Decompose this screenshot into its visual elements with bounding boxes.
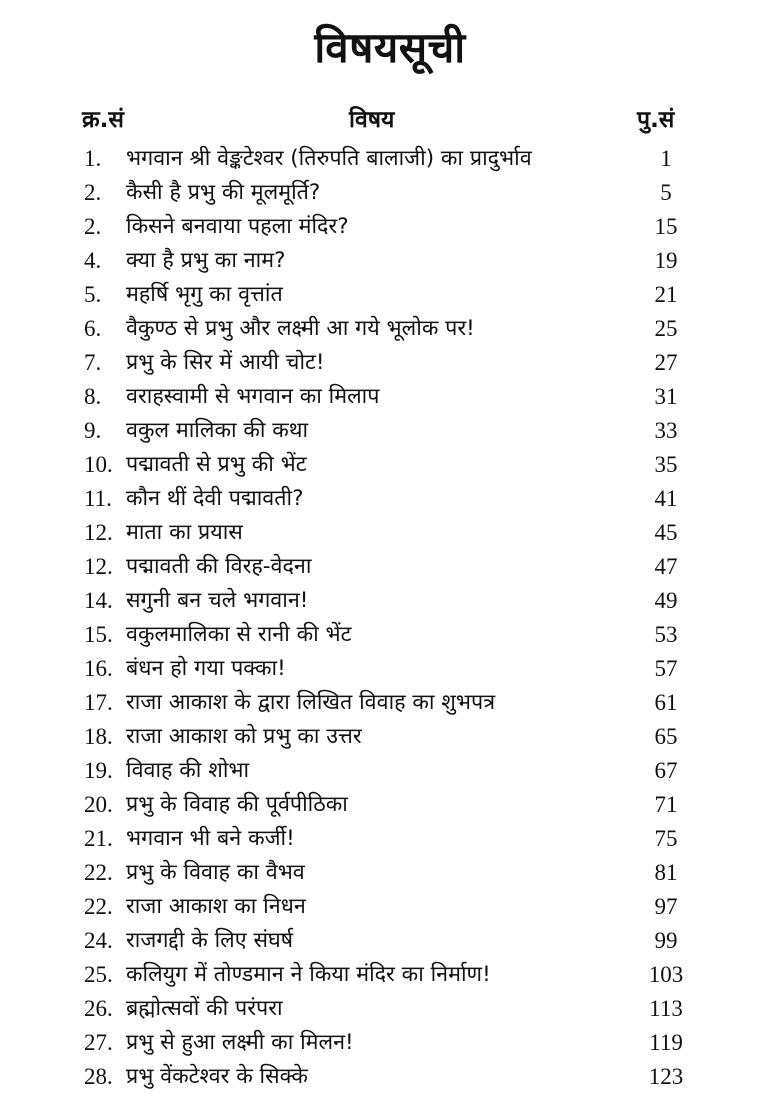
- entry-page-number: 123: [648, 1064, 684, 1089]
- entry-page-number: 19: [654, 248, 678, 273]
- entry-number: 28.: [84, 1064, 113, 1089]
- subject-header: विषय: [349, 107, 395, 133]
- entry-page-number: 61: [654, 690, 678, 715]
- entry-number: 9.: [84, 418, 102, 443]
- toc-entry: [0, 144, 780, 178]
- entry-number: 17.: [84, 690, 113, 715]
- entry-page-number: 81: [654, 860, 678, 885]
- entry-title: वकुलमालिका से रानी की भेंट: [126, 622, 352, 647]
- entry-title: राजगद्दी के लिए संघर्ष: [126, 928, 294, 953]
- entry-title: प्रभु वेंकटेश्वर के सिक्के: [126, 1064, 308, 1089]
- entry-page-number: 33: [654, 418, 678, 443]
- entry-page-number: 103: [648, 962, 684, 987]
- entry-title: प्रभु के विवाह की पूर्वपीठिका: [126, 792, 348, 817]
- toc-entry: [0, 858, 780, 892]
- entry-title: वैकुण्ठ से प्रभु और लक्ष्मी आ गये भूलोक पर!: [126, 316, 475, 341]
- entry-page-number: 27: [654, 350, 678, 375]
- toc-header-row: [0, 96, 780, 136]
- entry-number: 16.: [84, 656, 113, 681]
- entry-number: 2.: [84, 180, 102, 205]
- entry-number: 5.: [84, 282, 102, 307]
- entry-title: बंधन हो गया पक्का!: [126, 656, 286, 681]
- entry-number: 7.: [84, 350, 102, 375]
- toc-entry: [0, 450, 780, 484]
- entry-number: 4.: [84, 248, 102, 273]
- entry-page-number: 45: [654, 520, 678, 545]
- page-number-header: पु.सं: [637, 107, 675, 133]
- entry-title: माता का प्रयास: [126, 520, 243, 545]
- entry-title: भगवान भी बने कर्जी!: [126, 826, 295, 851]
- toc-entry: [0, 824, 780, 858]
- entry-number: 12.: [84, 554, 113, 579]
- toc-entry: [0, 722, 780, 756]
- entry-number: 11.: [84, 486, 112, 511]
- entry-title: प्रभु के सिर में आयी चोट!: [126, 350, 325, 375]
- entry-page-number: 57: [654, 656, 678, 681]
- entry-title: कौन थीं देवी पद्मावती?: [126, 486, 304, 511]
- entry-title: वकुल मालिका की कथा: [126, 418, 309, 443]
- toc-entry: [0, 1062, 780, 1096]
- entry-page-number: 53: [654, 622, 678, 647]
- entry-page-number: 25: [654, 316, 678, 341]
- toc-entry: [0, 756, 780, 790]
- entry-page-number: 119: [649, 1030, 683, 1055]
- toc-entry: [0, 994, 780, 1028]
- entry-number: 2.: [84, 214, 102, 239]
- toc-entry: [0, 416, 780, 450]
- entry-number: 12.: [84, 520, 113, 545]
- toc-entry: [0, 178, 780, 212]
- toc-entry: [0, 212, 780, 246]
- entry-title: क्या है प्रभु का नाम?: [126, 248, 286, 273]
- entry-page-number: 1: [660, 146, 672, 171]
- entry-number: 22.: [84, 894, 113, 919]
- entry-number: 10.: [84, 452, 113, 477]
- entry-number: 26.: [84, 996, 113, 1021]
- entry-page-number: 99: [654, 928, 678, 953]
- entry-number: 1.: [84, 146, 102, 171]
- entry-number: 19.: [84, 758, 113, 783]
- entry-page-number: 41: [654, 486, 678, 511]
- entry-title: प्रभु से हुआ लक्ष्मी का मिलन!: [126, 1030, 354, 1055]
- entry-title: कलियुग में तोण्डमान ने किया मंदिर का निर्माण!: [126, 962, 491, 987]
- entry-title: प्रभु के विवाह का वैभव: [126, 860, 305, 885]
- entry-title: ब्रह्मोत्सवों की परंपरा: [126, 996, 283, 1021]
- serial-number-header: क्र.सं: [82, 107, 124, 133]
- entry-number: 6.: [84, 316, 102, 341]
- entry-page-number: 31: [654, 384, 678, 409]
- entry-title: किसने बनवाया पहला मंदिर?: [126, 214, 349, 239]
- entry-title: महर्षि भृगु का वृत्तांत: [126, 282, 283, 307]
- entry-title: पद्मावती से प्रभु की भेंट: [126, 452, 307, 477]
- entry-title: राजा आकाश को प्रभु का उत्तर: [126, 724, 362, 749]
- entry-page-number: 71: [654, 792, 678, 817]
- entry-title: भगवान श्री वेङ्कटेश्वर (तिरुपति बालाजी) का प्रादुर्भाव: [126, 146, 532, 171]
- toc-entry: [0, 1028, 780, 1062]
- toc-entry: [0, 246, 780, 280]
- entry-page-number: 49: [654, 588, 678, 613]
- entry-page-number: 113: [649, 996, 683, 1021]
- entry-number: 14.: [84, 588, 113, 613]
- toc-entry: [0, 790, 780, 824]
- entry-title: विवाह की शोभा: [126, 758, 250, 783]
- entry-number: 25.: [84, 962, 113, 987]
- page-title: विषयसूची: [314, 23, 466, 72]
- entry-page-number: 5: [660, 180, 672, 205]
- entry-title: राजा आकाश का निधन: [126, 894, 306, 919]
- entry-number: 27.: [84, 1030, 113, 1055]
- toc-entry: [0, 314, 780, 348]
- toc-entry: [0, 518, 780, 552]
- entry-page-number: 97: [654, 894, 678, 919]
- entry-number: 8.: [84, 384, 102, 409]
- toc-entry: [0, 654, 780, 688]
- entry-page-number: 65: [654, 724, 678, 749]
- entry-title: कैसी है प्रभु की मूलमूर्ति?: [126, 180, 321, 205]
- toc-entry: [0, 688, 780, 722]
- entry-title: पद्मावती की विरह-वेदना: [126, 554, 312, 579]
- entry-page-number: 75: [654, 826, 678, 851]
- entry-title: वराहस्वामी से भगवान का मिलाप: [126, 384, 380, 409]
- entry-page-number: 15: [654, 214, 678, 239]
- toc-entry: [0, 960, 780, 994]
- entry-page-number: 47: [654, 554, 678, 579]
- toc-entry: [0, 552, 780, 586]
- entry-number: 21.: [84, 826, 113, 851]
- entry-number: 18.: [84, 724, 113, 749]
- entry-page-number: 67: [654, 758, 678, 783]
- toc-entry: [0, 382, 780, 416]
- entry-number: 22.: [84, 860, 113, 885]
- entry-page-number: 35: [654, 452, 678, 477]
- entry-title: राजा आकाश के द्वारा लिखित विवाह का शुभपत्र: [126, 690, 496, 715]
- entry-number: 15.: [84, 622, 113, 647]
- toc-entry: [0, 926, 780, 960]
- toc-list: [0, 144, 780, 1096]
- entry-number: 24.: [84, 928, 113, 953]
- entry-number: 20.: [84, 792, 113, 817]
- toc-entry: [0, 484, 780, 518]
- toc-entry: [0, 586, 780, 620]
- toc-entry: [0, 348, 780, 382]
- toc-entry: [0, 892, 780, 926]
- entry-title: सगुनी बन चले भगवान!: [126, 588, 309, 613]
- toc-entry: [0, 620, 780, 654]
- toc-entry: [0, 280, 780, 314]
- entry-page-number: 21: [654, 282, 678, 307]
